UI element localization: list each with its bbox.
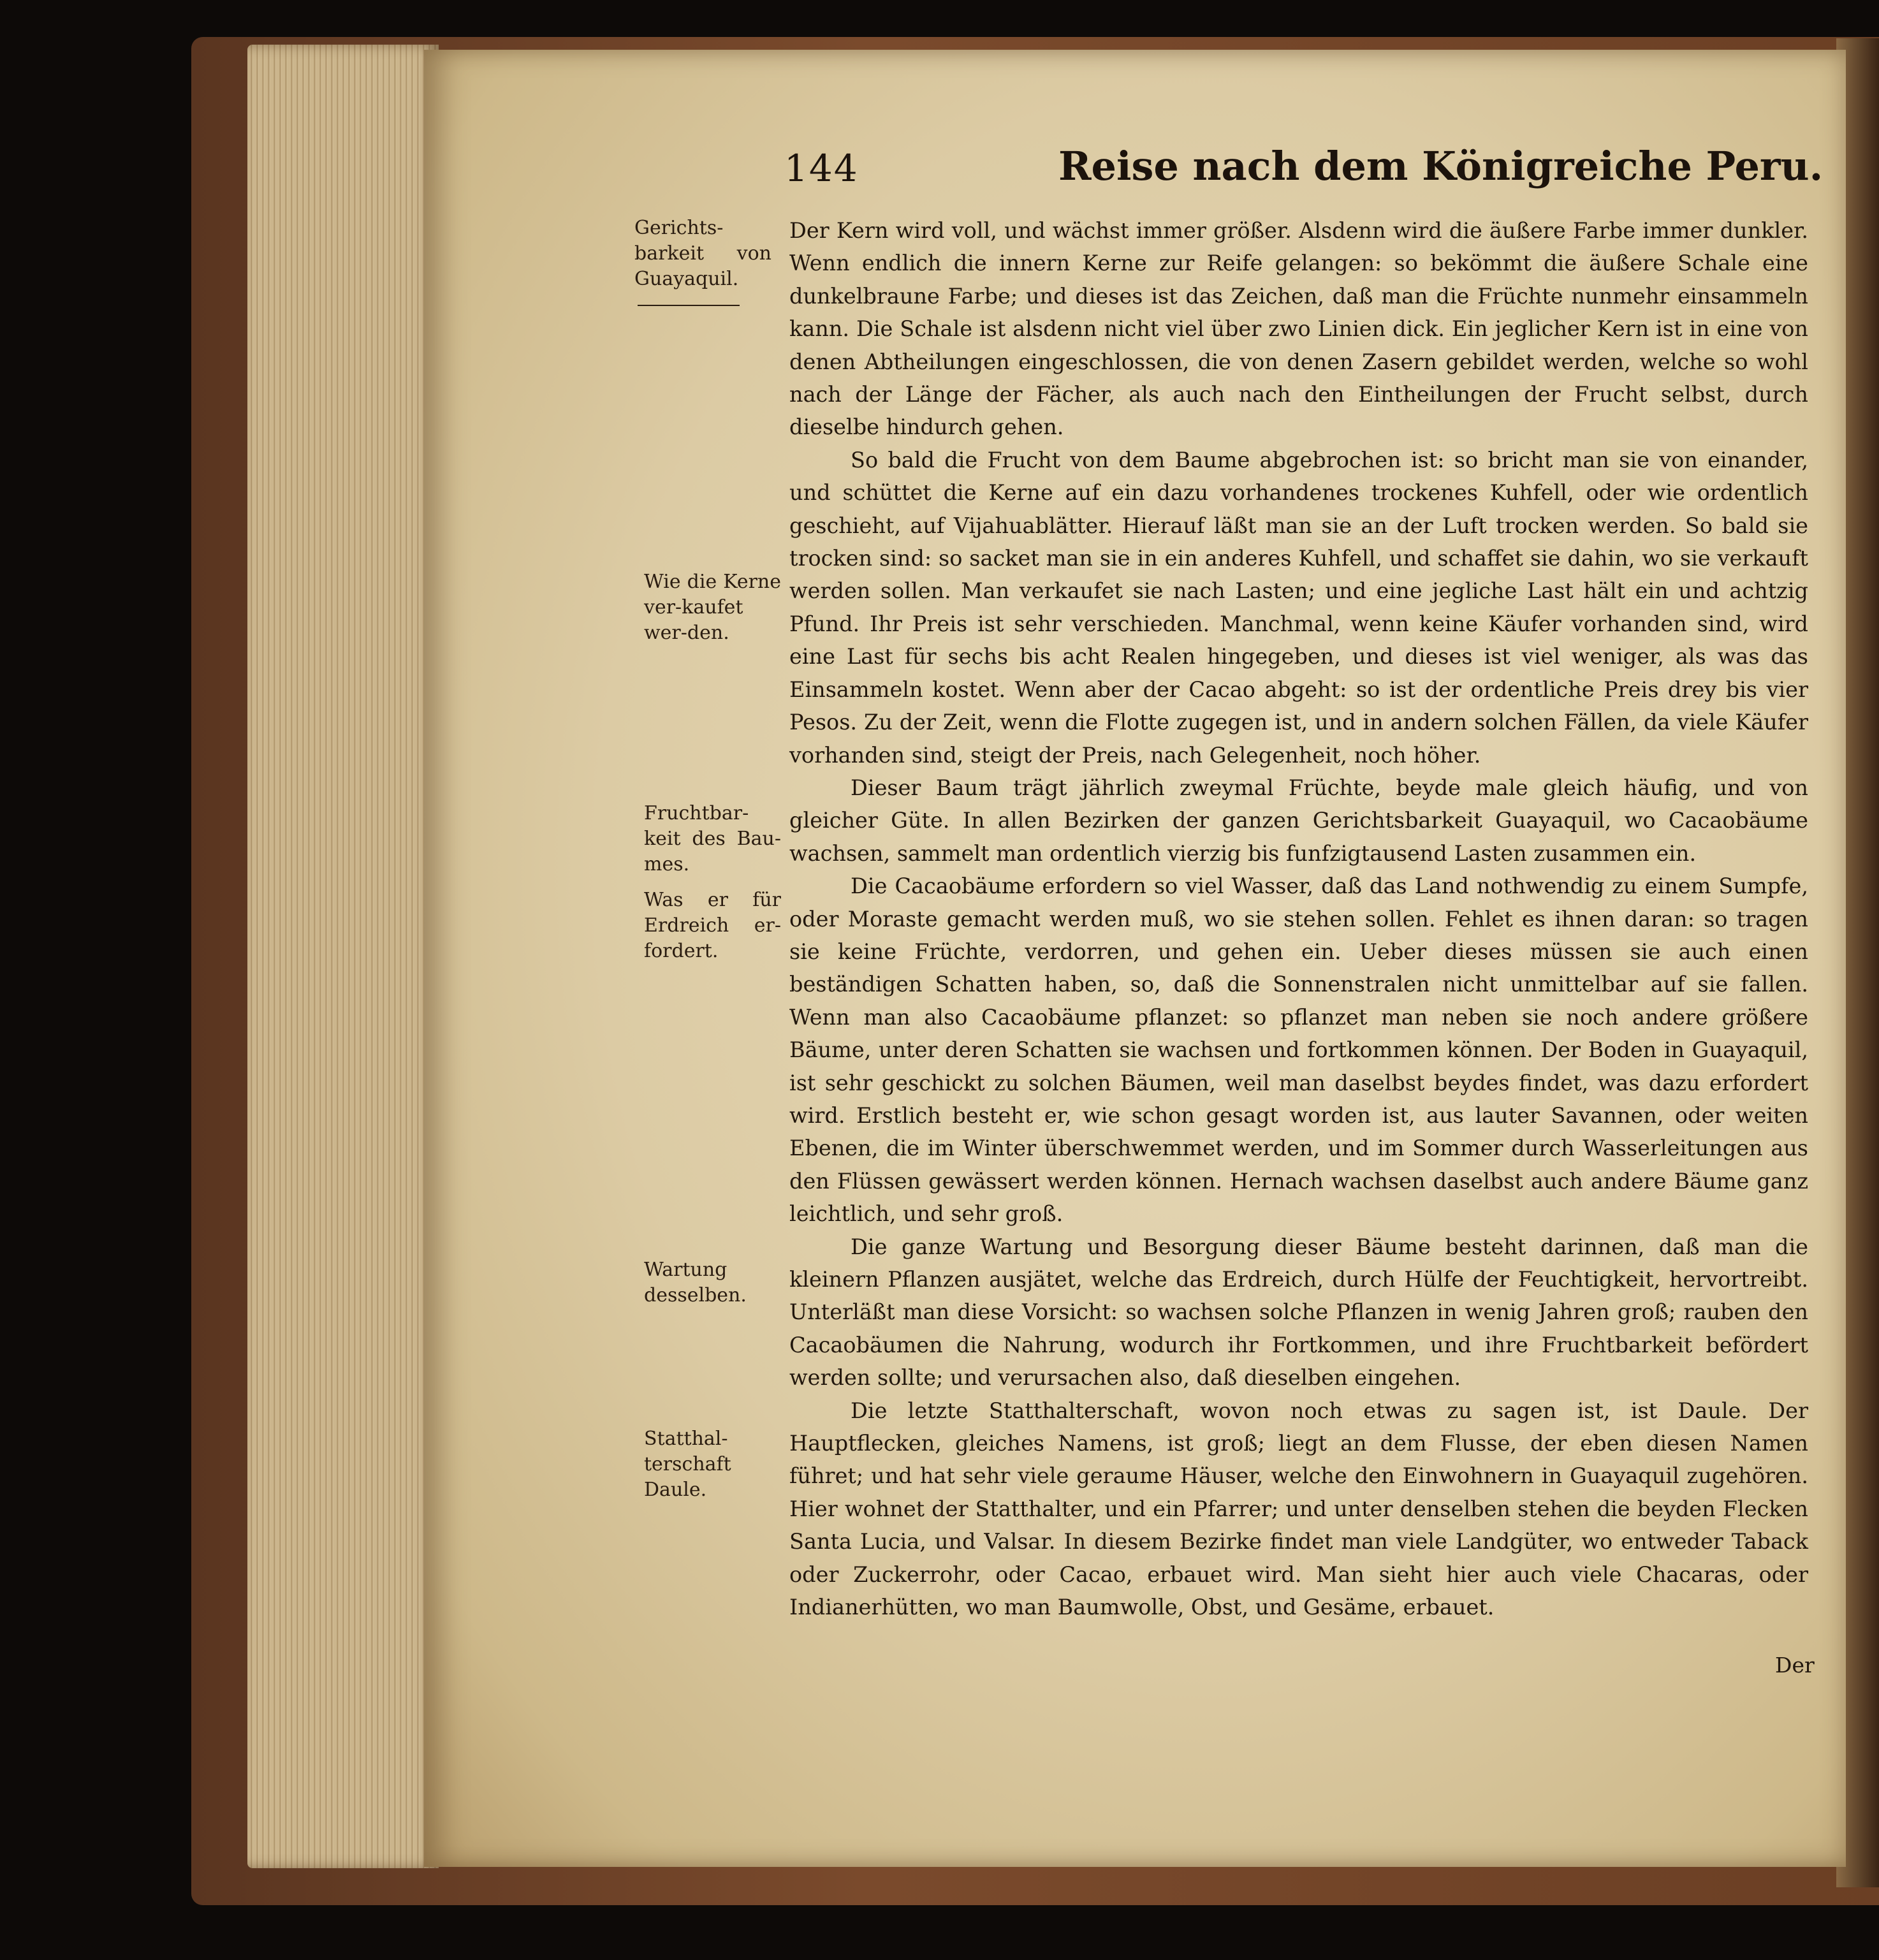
margin-rule xyxy=(638,305,740,306)
margin-note: Was er für Erdreich er-fordert. xyxy=(644,889,781,962)
paragraph: Die Cacaobäume erfordern so viel Wasser, daß das Land nothwendig zu einem Sumpfe, oder Moraste gemacht werden muß, wo sie stehen sollen. Fehlet es ihnen daran: so tragen sie keine Früchte, verdorren, und gehen ein. Ueber dieses müssen sie auch einen beständigen Schatten haben, so, daß die Sonnenstralen nicht unmittelbar auf sie fallen. Wenn man also Cacaobäume pflanzet: so pflanzet man neben sie noch andere größere Bäume, unter deren Schatten sie wachsen und fortkommen können. Der Boden in Guayaquil, ist sehr geschickt zu solchen Bäumen, weil man daselbst beydes findet, was dazu erfordert wird. Erstlich besteht er, wie schon gesagt worden ist, aus lauter Savannen, oder weiten Ebenen, die im Winter überschwemmet werden, und im Sommer durch Wasserleitungen aus den Flüssen gewässert werden können. Hernach wachsen daselbst auch andere Bäume ganz leichtlich, und sehr groß. xyxy=(789,874,1808,1227)
paragraph: Dieser Baum trägt jährlich zweymal Früchte, beyde male gleich häufig, und von gleicher Güte. In allen Bezirken der ganzen Gerichtsbarkeit Guayaquil, wo Cacaobäume wachsen, sammelt man ordentlich vierzig bis funfzigtausend Lasten zusammen ein. xyxy=(789,775,1808,866)
margin-note: Statthal-terschaft Daule. xyxy=(644,1428,731,1501)
paragraph: Die ganze Wartung und Besorgung dieser Bäume besteht darinnen, daß man die kleinern Pflanzen ausjätet, welche das Erdreich, durch Hülfe der Feuchtigkeit, hervortreibt. Unterläßt man diese Vorsicht: so wachsen solche Pflanzen in wenig Jahren groß; rauben den Cacaobäumen die Nahrung, wodurch ihr Fortkommen, und ihre Fruchtbarkeit befördert werden sollte; und verursachen also, daß dieselben eingehen. xyxy=(789,1234,1808,1391)
catchword: Der xyxy=(1775,1653,1815,1678)
page-header-title: Reise nach dem Königreiche Peru. xyxy=(1058,143,1824,189)
margin-note: Wie die Kerne ver-kaufet wer-den. xyxy=(644,571,781,644)
paragraph: Die letzte Statthalterschaft, wovon noch etwas zu sagen ist, ist Daule. Der Hauptflecken, gleiches Namens, ist groß; liegt an dem Flusse, der eben diesen Namen führet; und hat sehr viele geraume Häuser, welche den Einwohnern in Guayaquil zugehören. Hier wohnet der Statthalter, und ein Pfarrer; und unter denselben stehen die beyden Flecken Santa Lucia, und Valsar. In diesem Bezirke findet man viele Landgüter, wo entweder Taback oder Zuckerrohr, oder Cacao, erbauet wird. Man sieht hier auch viele Chacaras, oder Indianerhütten, wo man Baumwolle, Obst, und Gesäme, erbauet. xyxy=(789,1398,1808,1620)
body-text xyxy=(789,214,1808,1623)
running-head xyxy=(784,143,1824,198)
page-edges xyxy=(247,45,439,1868)
paragraph: Der Kern wird voll, und wächst immer größer. Alsdenn wird die äußere Farbe immer dunkler. Wenn endlich die innern Kerne zur Reife gelangen: so bekömmt die äußere Schale eine dunkelbraune Farbe; und dieses ist das Zeichen, daß man die Früchte nunmehr einsammeln kann. Die Schale ist alsdenn nicht viel über zwo Linien dick. Ein jeglicher Kern ist in eine von denen Abtheilungen eingeschlossen, die von denen Zasern gebildet werden, welche so wohl nach der Länge der Fächer, als auch nach den Eintheilungen der Frucht selbst, durch dieselbe hindurch gehen. xyxy=(789,218,1808,440)
paragraph: So bald die Frucht von dem Baume abgebrochen ist: so bricht man sie von einander, und schüttet die Kerne auf ein dazu vorhandenes trockenes Kuhfell, oder wie ordentlich geschieht, auf Vijahuablätter. Hierauf läßt man sie an der Luft trocken werden. So bald sie trocken sind: so sacket man sie in ein anderes Kuhfell, und schaffet sie dahin, wo sie verkauft werden sollen. Man verkaufet sie nach Lasten; und eine jegliche Last hält ein und achtzig Pfund. Ihr Preis ist sehr verschieden. Manchmal, wenn keine Käufer vorhanden sind, wird eine Last für sechs bis acht Realen hingegeben, und dieses ist viel weniger, als was das Einsammeln kostet. Wenn aber der Cacao abgeht: so ist der ordentliche Preis drey bis vier Pesos. Zu der Zeit, wenn die Flotte zugegen ist, und in andern solchen Fällen, da viele Käufer vorhanden sind, steigt der Preis, nach Gelegenheit, noch höher. xyxy=(789,447,1808,768)
page-number: 144 xyxy=(784,147,859,190)
margin-note: Fruchtbar-keit des Bau-mes. xyxy=(644,802,781,875)
margin-note: Wartung desselben. xyxy=(644,1259,747,1306)
margin-note: Gerichts-barkeit von Guayaquil. xyxy=(634,217,771,290)
